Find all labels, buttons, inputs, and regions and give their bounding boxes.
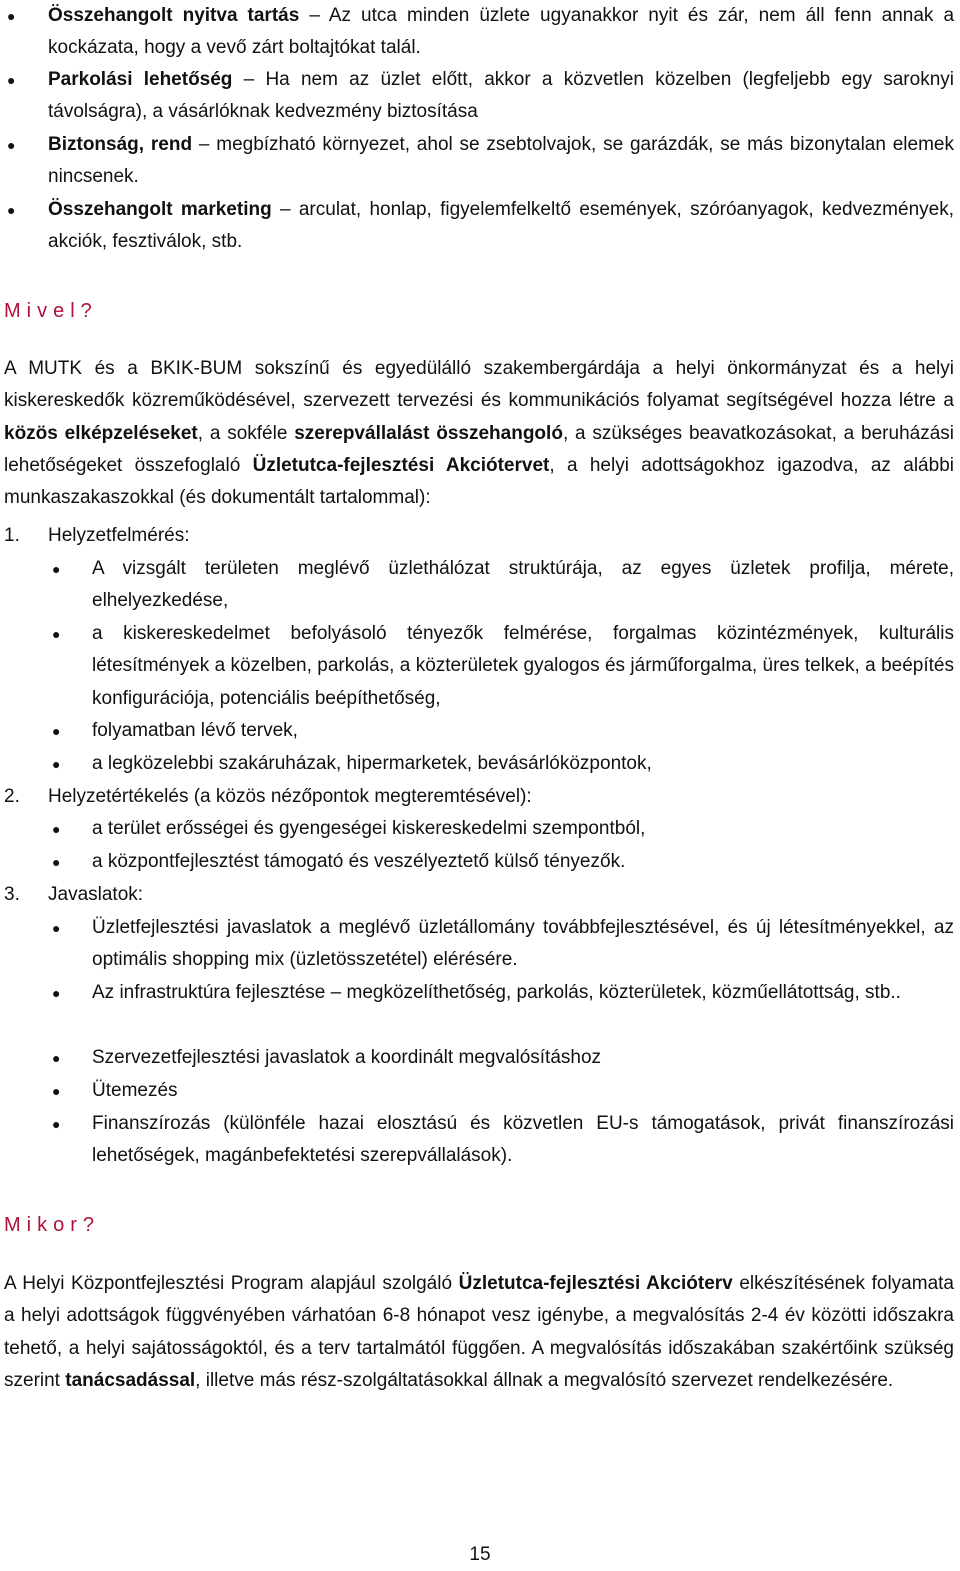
bullet-icon: ● — [7, 202, 16, 218]
step-title: Helyzetfelmérés: — [48, 525, 190, 546]
bullet-icon: ● — [52, 626, 61, 642]
bullet-icon: ● — [7, 8, 16, 24]
para-text: A Helyi Központfejlesztési Program alapjául szolgáló — [4, 1273, 459, 1294]
para-text: , illetve más rész-szolgáltatásokkal állnak a megvalósító szervezet rendelkezésére. — [195, 1369, 894, 1391]
item-title: Összehangolt nyitva tartás — [48, 5, 300, 26]
bullet-icon: ● — [52, 821, 61, 837]
list-item: Finanszírozás (különféle hazai elosztású és közvetlen EU-s támogatások, privát finanszírozási lehetőségek, magánbefektetési szerepvállalások). — [92, 1113, 954, 1167]
step-title: Helyzetértékelés (a közös nézőpontok megteremtésével): — [48, 786, 532, 807]
list-item — [48, 129, 954, 194]
list-item: a legközelebbi szakáruházak, hipermarketek, bevásárlóközpontok, — [92, 753, 652, 774]
bullet-icon: ● — [52, 920, 61, 936]
para-text: A MUTK és a BKIK-BUM sokszínű és egyedülálló szakembergárdája a helyi önkormányzat és a helyi kiskereskedők közreműködésével, szervezett tervezési és kommunikációs folyamat segítségével hozza létre a — [4, 358, 954, 412]
para-bold: Üzletutca-fejlesztési Akciótervet — [252, 454, 550, 476]
step-title: Javaslatok: — [48, 884, 144, 905]
bullet-icon: ● — [52, 756, 61, 772]
bullet-icon: ● — [52, 1083, 61, 1099]
item-title: Biztonság, rend — [48, 134, 193, 155]
item-title: Összehangolt marketing — [48, 199, 272, 220]
item-text: – Ha nem az üzlet előtt, akkor a közvetlen közelben (legfeljebb egy saroknyi távolságra), a vásárlóknak kedvezmény biztosítása — [48, 69, 954, 123]
list-item: a központfejlesztést támogató és veszélyeztető külső tényezők. — [92, 851, 626, 872]
step-number: 1. — [4, 525, 20, 546]
list-item — [48, 64, 954, 129]
list-item: folyamatban lévő tervek, — [92, 720, 298, 741]
bullet-icon: ● — [7, 137, 16, 153]
list-item: Az infrastruktúra fejlesztése – megközelíthetőség, parkolás, közterületek, közműellátottság, stb.. — [92, 982, 901, 1003]
page-number: 15 — [469, 1544, 491, 1565]
para-bold: tanácsadással — [65, 1369, 196, 1391]
bullet-icon: ● — [52, 723, 61, 739]
list-item: Szervezetfejlesztési javaslatok a koordinált megvalósításhoz — [92, 1047, 602, 1068]
item-text: – Az utca minden üzlete ugyanakkor nyit és zár, nem áll fenn annak a kockázata, hogy a vevő zárt boltajtókat talál. — [48, 5, 955, 59]
section-heading-mikor: Mikor? — [4, 1214, 101, 1236]
section-heading-mivel: Mivel? — [4, 300, 98, 322]
bullet-icon: ● — [52, 854, 61, 870]
bullet-icon: ● — [52, 1050, 61, 1066]
para-text: , a sokféle — [197, 422, 295, 444]
para-bold: szerepvállalást összehangoló — [294, 422, 563, 444]
list-item — [48, 194, 954, 259]
para-bold: Üzletutca-fejlesztési Akcióterv — [458, 1273, 733, 1294]
para-text: elkészítésének folyamata a helyi adottságok függvényében várhatóan 6-8 hónapot vesz igénybe, a megvalósítás 2-4 év közötti időszakra tehető, a helyi sajátosságoktól, és a terv tartalmától függően. A megvalósítás időszakában szakértőink szükség szerint — [4, 1273, 954, 1391]
para-text: , a szükséges beavatkozásokat, a beruházási lehetőségeket összefoglaló — [4, 422, 954, 476]
list-item: Üzletfejlesztési javaslatok a meglévő üzletállomány továbbfejlesztésével, és új létesítményekkel, az optimális shopping mix (üzletösszetétel) elérésére. — [92, 917, 954, 971]
bullet-icon: ● — [52, 1116, 61, 1132]
list-item: a kiskereskedelmet befolyásoló tényezők felmérése, forgalmas közintézmények, kulturális létesítmények a közelben, parkolás, a közterületek gyalogos és járműforgalma, üres telkek, a beépítés konfigurációja, potenciális beépíthetőség, — [92, 623, 954, 709]
para-bold: közös elképzeléseket — [4, 422, 198, 444]
step-number: 2. — [4, 786, 20, 807]
step-number: 3. — [4, 884, 20, 905]
item-text: – arculat, honlap, figyelemfelkeltő események, szóróanyagok, kedvezmények, akciók, fesztiválok, stb. — [48, 199, 954, 253]
item-text: – megbízható környezet, ahol se zsebtolvajok, se garázdák, se más bizonytalan elemek nincsenek. — [48, 134, 954, 188]
bullet-icon: ● — [7, 72, 16, 88]
list-item — [48, 0, 954, 65]
bullet-icon: ● — [52, 985, 61, 1001]
list-item: A vizsgált területen meglévő üzlethálózat struktúrája, az egyes üzletek profilja, mérete, elhelyezkedése, — [92, 558, 954, 612]
bullet-icon: ● — [52, 561, 61, 577]
paragraph — [4, 353, 954, 514]
item-title: Parkolási lehetőség — [48, 69, 233, 90]
para-text: , a helyi adottságokhoz igazodva, az alábbi munkaszakaszokkal (és dokumentált tartalommal): — [4, 454, 954, 509]
list-item: a terület erősségei és gyengeségei kiskereskedelmi szempontból, — [92, 818, 646, 839]
list-item: Ütemezés — [92, 1080, 178, 1101]
paragraph — [4, 1268, 954, 1397]
